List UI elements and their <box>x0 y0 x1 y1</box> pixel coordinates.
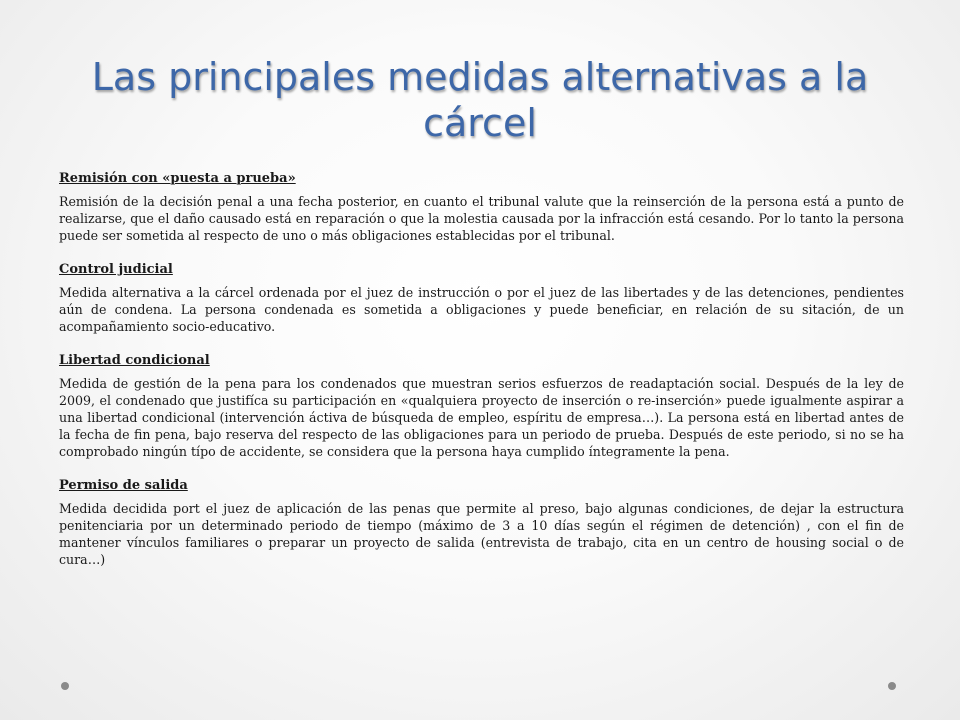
slide-content <box>59 170 904 568</box>
slide-title: Las principales medidas alternativas a la cárcel <box>91 55 869 145</box>
section-heading: Remisión con «puesta a prueba» <box>59 171 296 186</box>
section-text: Remisión de la decisión penal a una fecha posterior, en cuanto el tribunal valute que la reinserción de la persona está a punto de realizarse, que el daño causado está en reparación o que la molestia causada por la infracción está cesando. Por lo tanto la persona puede ser sometida al respecto de uno o más obligaciones establecidas por el tribunal. <box>59 194 904 243</box>
section-text: Medida de gestión de la pena para los condenados que muestran serios esfuerzos de readaptación social. Después de la ley de 2009, el condenado que justifíca su participación en «qualquiera proyecto de inserción o re-inserción» puede igualmente aspirar a una libertad condicional (intervención áctiva de búsqueda de empleo, espíritu de empresa…). La persona está en libertad antes de la fecha de fin pena, bajo reserva del respecto de las obligaciones para un periodo de prueba. Después de este periodo, si no se ha comprobado ningún típo de accidente, se considera que la persona haya cumplido íntegramente la pena. <box>59 376 904 459</box>
section-heading: Permiso de salida <box>59 478 188 493</box>
section-heading: Libertad condicional <box>59 353 210 368</box>
section-text: Medida decidida port el juez de aplicación de las penas que permite al preso, bajo algunas condiciones, de dejar la estructura penitenciaria por un determinado periodo de tiempo (máximo de 3 a 10 días según el régimen de detención) , con el fin de mantener vínculos familiares o preparar un proyecto de salida (entrevista de trabajo, cita en un centro de housing social o de cura…) <box>59 501 904 567</box>
decorative-dot-right <box>888 682 896 690</box>
section-heading: Control judicial <box>59 262 173 277</box>
section-text: Medida alternativa a la cárcel ordenada por el juez de instrucción o por el juez de las libertades y de las detenciones, pendientes aún de condena. La persona condenada es sometida a obligaciones y puede beneficiar, en relación de su sitación, de un acompañamiento socio-educativo. <box>59 285 904 334</box>
section-permiso-salida <box>59 477 904 568</box>
section-remision <box>59 170 904 244</box>
section-control-judicial <box>59 261 904 335</box>
section-libertad-condicional <box>59 352 904 460</box>
decorative-dot-left <box>61 682 69 690</box>
